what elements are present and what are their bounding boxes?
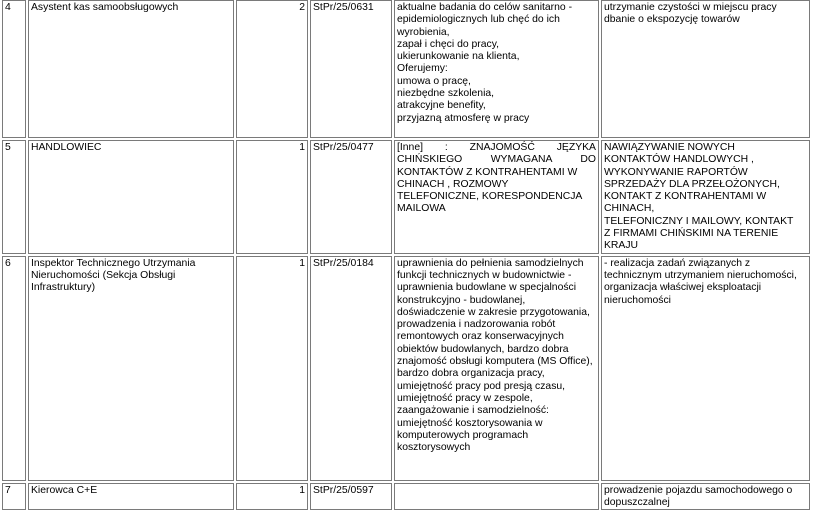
offer-code: StPr/25/0597: [313, 484, 374, 496]
duty-line: WYKONYWANIE RAPORTÓW: [604, 166, 748, 178]
requirement-line: KONTAKTÓW Z KONTRAHENTAMI W: [397, 166, 578, 178]
requirement-line: [Inne] : ZNAJOMOŚĆ JĘZYKA: [397, 142, 596, 153]
vacancy-count-cell: [236, 0, 308, 138]
requirement-line: konstrukcyjno - budowlanej,: [397, 294, 526, 306]
requirement-line: kosztorysowych: [397, 442, 471, 454]
duty-line: NAWIĄZYWANIE NOWYCH: [604, 142, 735, 153]
job-title: HANDLOWIEC: [31, 142, 102, 153]
requirement-line: znajomość obsługi komputera (MS Office),: [397, 356, 593, 368]
requirement-line: MAILOWA: [397, 203, 446, 215]
vacancy-count: 1: [299, 257, 305, 269]
duties-cell: [601, 140, 810, 254]
duties-cell: [601, 483, 810, 511]
row-number-cell: [2, 140, 26, 254]
requirement-line: doświadczenie w zakresie przygotowania,: [397, 306, 590, 318]
offer-code-cell: [310, 256, 392, 481]
offer-code: StPr/25/0477: [313, 142, 374, 153]
requirement-line: remontowych oraz konserwacyjnych: [397, 331, 564, 343]
requirement-line: komputerowych programach: [397, 429, 529, 441]
requirement-line: CHIŃSKIEGO WYMAGANA DO: [397, 154, 596, 166]
job-title: Inspektor Technicznego Utrzymania Nieruchomości (Sekcja Obsługi Infrastruktury): [31, 257, 199, 294]
duties-cell: [601, 0, 810, 138]
vacancy-count: 1: [299, 484, 305, 496]
vacancy-count: 2: [299, 2, 305, 13]
requirement-line: Oferujemy:: [397, 63, 448, 75]
requirement-line: epidemiologicznych lub chęć do ich: [397, 14, 560, 26]
requirement-line: niezbędne szkolenia,: [397, 88, 495, 100]
row-number: 6: [5, 257, 11, 269]
requirement-line: umiejętność pracy w zespole,: [397, 392, 533, 404]
table-row: [2, 256, 810, 481]
duty-line: TELEFONICZNY I MAILOWY, KONTAKT: [604, 215, 794, 227]
job-title-cell: [28, 0, 234, 138]
vacancy-count: 1: [299, 142, 305, 153]
requirement-line: aktualne badania do celów sanitarno -: [397, 2, 573, 13]
duty-line: SPRZEDAŻY DLA PRZEŁOŻONYCH,: [604, 178, 780, 190]
duty-line: CHINACH,: [604, 203, 655, 215]
requirement-line: uprawnienia budowlane w specjalności: [397, 282, 577, 294]
job-title-cell: [28, 256, 234, 481]
requirement-line: uprawnienia do pełnienia samodzielnych: [397, 257, 584, 269]
table-body: [2, 0, 810, 510]
requirements-cell: [394, 140, 599, 254]
duty-line: Z FIRMAMI CHIŃSKIMI NA TERENIE: [604, 228, 779, 240]
job-title-cell: [28, 483, 234, 511]
table-row: [2, 483, 810, 511]
requirement-line: wyrobienia,: [397, 26, 450, 38]
job-title-cell: [28, 140, 234, 254]
job-title: Kierowca C+E: [31, 484, 98, 496]
duty-line: dbanie o ekspozycję towarów: [604, 14, 740, 26]
row-number-cell: [2, 0, 26, 138]
requirement-line: obiektów budowlanych, bardzo dobra: [397, 343, 569, 355]
duty-line: - realizacja zadań związanych z: [604, 257, 751, 269]
requirement-line: umiejętność pracy pod presją czasu,: [397, 380, 566, 392]
requirement-line: funkcji technicznych w budownictwie -: [397, 269, 572, 281]
vacancy-count-cell: [236, 256, 308, 481]
requirement-line: ukierunkowanie na klienta,: [397, 51, 520, 63]
requirement-line: bardzo dobra organizacja pracy,: [397, 368, 545, 380]
requirement-line: CHINACH , ROZMOWY: [397, 178, 509, 190]
duty-line: dopuszczalnej: [604, 496, 670, 508]
duty-line: KONTAKTÓW HANDLOWYCH ,: [604, 154, 754, 166]
duty-line: prowadzenie pojazdu samochodowego o: [604, 484, 793, 496]
duties-cell: [601, 256, 810, 481]
table-row: [2, 0, 810, 138]
requirement-line: prowadzenia i nadzorowania robót: [397, 319, 556, 331]
duty-line: technicznym utrzymaniem nieruchomości,: [604, 269, 797, 281]
row-number: 4: [5, 2, 11, 13]
row-number-cell: [2, 483, 26, 511]
offer-code: StPr/25/0631: [313, 2, 374, 13]
requirement-line: zapał i chęci do pracy,: [397, 38, 500, 50]
table-row: [2, 140, 810, 254]
requirements-cell: [394, 483, 599, 511]
duty-line: utrzymanie czystości w miejscu pracy: [604, 2, 777, 13]
requirement-line: TELEFONICZNE, KORESPONDENCJA: [397, 191, 583, 203]
row-number-cell: [2, 256, 26, 481]
offer-code-cell: [310, 140, 392, 254]
requirement-line: umowa o pracę,: [397, 75, 471, 87]
vacancy-count-cell: [236, 483, 308, 511]
offer-code-cell: [310, 483, 392, 511]
requirement-line: przyjazną atmosferę w pracy: [397, 112, 530, 124]
requirements-cell: [394, 256, 599, 481]
offer-code-cell: [310, 0, 392, 138]
requirement-line: umiejętność kosztorysowania w: [397, 417, 543, 429]
row-number: 7: [5, 484, 11, 496]
requirement-line: zaangażowanie i samodzielność:: [397, 405, 549, 417]
row-number: 5: [5, 142, 11, 153]
vacancy-count-cell: [236, 140, 308, 254]
duty-line: KONTAKT Z KONTRAHENTAMI W: [604, 191, 767, 203]
duty-line: organizacja właściwej eksploatacji: [604, 282, 762, 294]
offer-code: StPr/25/0184: [313, 257, 374, 269]
duty-line: KRAJU: [604, 240, 639, 252]
requirement-line: atrakcyjne benefity,: [397, 100, 486, 112]
job-title: Asystent kas samoobsługowych: [31, 2, 179, 13]
requirements-cell: [394, 0, 599, 138]
duty-line: nieruchomości: [604, 294, 671, 306]
